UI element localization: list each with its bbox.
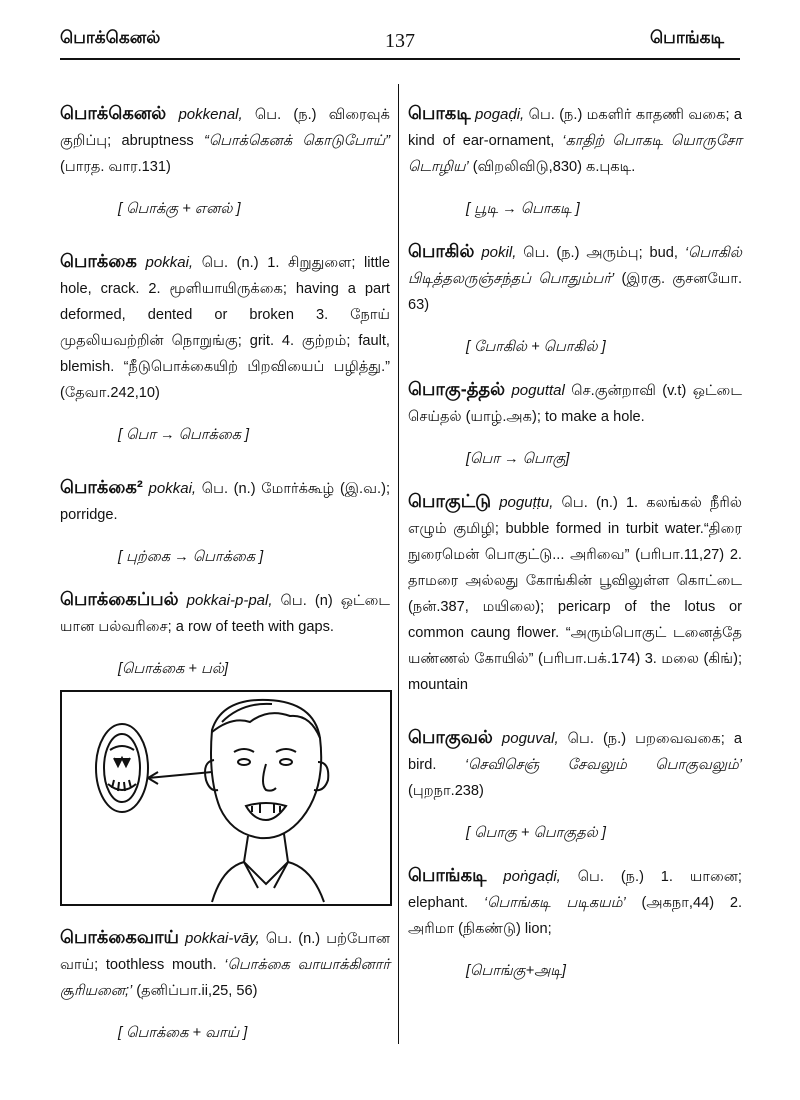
running-header-right: பொங்கடி [649, 28, 724, 47]
citation-quote: ‘பொகில் பிடித்தலருஞ்சந்தப் பொதும்பர்’ [408, 245, 742, 287]
transliteration: poṅgaḍi, [503, 868, 561, 885]
citation-quote: “பொக்கெனக் கொடுபோய்” [203, 133, 390, 149]
left-column-lower [60, 924, 390, 1046]
definition: பெ. (ந.) மகளிர் காதணி வகை; a kind of ear-ornament, [408, 107, 743, 149]
running-header-left: பொக்கெனல் [60, 28, 161, 47]
headword: பொகு-த்தல் [408, 379, 506, 399]
citation-quote: ‘செவிசெஞ் சேவலும் பொகுவலும்’ [464, 757, 742, 773]
headword: பொக்கைப்பல் [60, 589, 179, 609]
citation-quote: ‘காதிற் பொகடி யொருசோ டொழிய’ [408, 133, 742, 175]
entry [408, 238, 742, 318]
definition: பெ. (ந.) அரும்பு; bud, [516, 245, 685, 261]
transliteration: pokkai, [145, 254, 194, 271]
citation-source: (பாரத. வார.131) [60, 159, 171, 175]
etymology: [ புற்கை → பொக்கை ] [118, 549, 264, 565]
etymology: [ பொ → பொக்கை ] [118, 427, 250, 443]
transliteration: pokkenal, [178, 106, 243, 123]
definition: பெ. (ந.) விரைவுக் குறிப்பு; abruptness [60, 107, 390, 149]
transliteration: pokil, [481, 244, 517, 261]
citation-source: (இரகு. குசனயோ. 63) [408, 271, 743, 313]
etymology: [ பொக்கை + வாய் ] [118, 1025, 248, 1041]
headword: பொக்கெனல் [60, 103, 167, 123]
headword: பொக்கை [60, 251, 137, 271]
definition: பெ. (n.) பற்போன வாய்; toothless mouth. [60, 931, 390, 973]
definition: செ.குன்றாவி (v.t) ஒட்டை செய்தல் (யாழ்.அக); to make a hole. [408, 383, 742, 425]
headword: பொக்கை² [60, 477, 143, 497]
headword: பொகில் [408, 241, 475, 261]
etymology: [பொக்கை + பல்] [118, 661, 229, 677]
etymology: [ பொகு + பொகுதல் ] [466, 825, 606, 841]
citation-source: (புறநா.238) [408, 783, 484, 799]
definition: பெ. (n.) 1. கலங்கல் நீரில் எழும் குமிழி; bubble formed in turbit water.“திரை நுரைமென் பொகுட்டு... அரிவை” (பரிபா.11,27) 2. தாமரை அல்லது கோங்கின் பூவிலுள்ள கொட்டை (நன்.387, மயிலை); pericarp of the lotus or common caung flower. “அரும்பொகுட் டனைத்தே யண்ணல் கோயில்” (பரிபா.பக்.174) 3. மலை (கிங்); mountain [408, 495, 742, 693]
entry [60, 248, 390, 406]
illustration-frame [60, 690, 392, 906]
definition: பெ. (n.) 1. சிறுதுளை; little hole, crack. 2. மூளியாயிருக்கை; having a part deformed, dented or broken 3. நோய் முதலியவற்றின் நொறுங்கு; grit. 4. குற்றம்; fault, blemish. [60, 255, 390, 375]
citation-source: (அகநா,44) 2. அரிமா (நிகண்டு) lion; [408, 895, 742, 937]
entry [408, 100, 742, 180]
entry [408, 488, 742, 698]
headword: பொகுவல் [408, 727, 493, 747]
transliteration: poguttal [511, 382, 565, 399]
toothless-man-illustration-icon [62, 692, 390, 904]
entry [60, 924, 390, 1004]
left-column [60, 100, 390, 682]
etymology: [ பூடி → பொகடி ] [466, 201, 580, 217]
etymology: [ பொக்கு + எனல் ] [118, 201, 241, 217]
entry [60, 100, 390, 180]
etymology: [பொ → பொகு] [466, 451, 570, 467]
headword: பொங்கடி [408, 865, 487, 885]
transliteration: pogaḍi, [475, 106, 525, 123]
transliteration: pokkai-p-pal, [186, 592, 273, 609]
citation-source: (தேவா.242,10) [60, 385, 160, 401]
header-rule [60, 58, 740, 60]
entry [60, 474, 390, 528]
citation-quote: ‘பொக்கை வாயாக்கினார் சூரியனை;’ [60, 957, 390, 999]
definition: பெ. (n.) மோர்க்கூழ் (இ.வ.); porridge. [60, 481, 390, 523]
definition: பெ. (ந.) பறவைவகை; a bird. [408, 731, 742, 773]
entry [60, 586, 390, 640]
right-column [408, 100, 742, 984]
entry [408, 724, 742, 804]
entry [408, 862, 742, 942]
etymology: [பொங்கு+அடி] [466, 963, 566, 979]
headword: பொகுட்டு [408, 491, 492, 511]
page-number: 137 [385, 30, 415, 52]
headword: பொகடி [408, 103, 471, 123]
transliteration: poguval, [501, 730, 559, 747]
transliteration: pokkai, [148, 480, 197, 497]
transliteration: pokkai-vāy, [185, 930, 260, 947]
transliteration: poguṭṭu, [499, 494, 554, 511]
column-divider [398, 84, 399, 1044]
entry [408, 376, 742, 430]
definition: பெ. (n) ஒட்டை யான பல்வரிசை; a row of teeth with gaps. [60, 593, 390, 635]
citation-quote: ‘பொங்கடி படிகயம்’ [483, 895, 626, 911]
headword: பொக்கைவாய் [60, 927, 179, 947]
citation-source: (தனிப்பா.ii,25, 56) [132, 983, 258, 999]
etymology: [ போகில் + பொகில் ] [466, 339, 606, 355]
citation-source: (விறலிவிடு,830) க.புகடி. [468, 159, 636, 175]
definition: பெ. (ந.) 1. யானை; elephant. [408, 869, 742, 911]
citation-quote: “நீடுபொக்கையிற் பிறவியைப் பழித்து.” [123, 359, 390, 375]
